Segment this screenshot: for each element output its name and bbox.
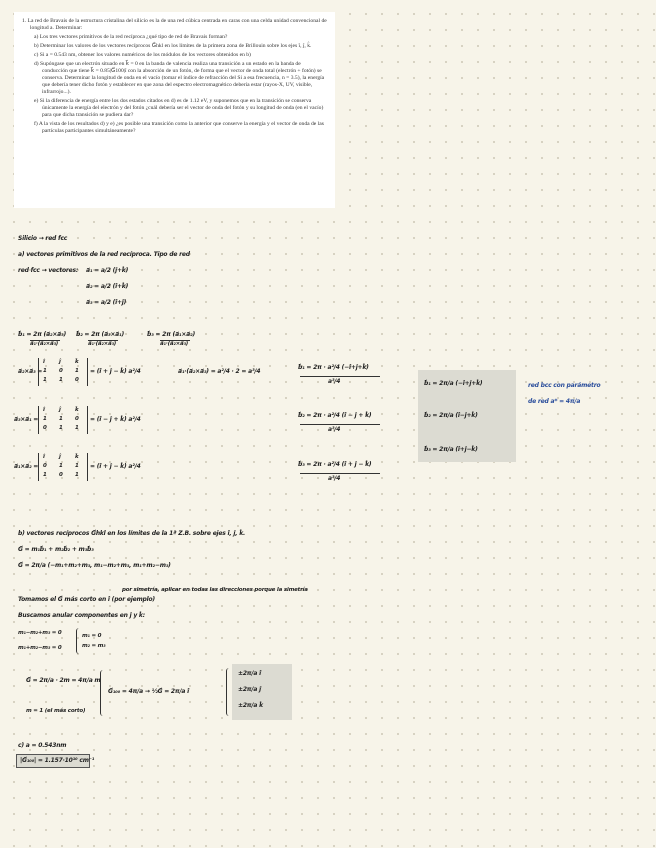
det1-e4: 0 xyxy=(59,368,63,374)
note-m-shortest: m = 1 (el más corto) xyxy=(26,708,86,714)
det1-e2: k̂ xyxy=(75,359,79,365)
det3-e5: 1 xyxy=(75,463,79,469)
note-triple-product: a⃗₁·(a⃗₂×a⃗₃) = a²/4 · 2 = a³/4 xyxy=(178,368,261,375)
problem-item-c: c) Si a = 0.543 nm, obtener los valores numéricos de los módulos de los vectores obtenidos en b) xyxy=(34,51,251,58)
note-b2-den: a⃗₁·(a⃗₂×a⃗₃) xyxy=(88,341,117,347)
det1-e6: 1 xyxy=(43,377,47,383)
det1-e8: 0 xyxy=(75,377,79,383)
det2-e5: 0 xyxy=(75,416,79,422)
det2-e2: k̂ xyxy=(75,407,79,413)
note-m1-zero: m₁ = 0 xyxy=(82,633,102,639)
problem-intro: 1. La red de Bravais de la estructura cristalina del silicio es la de una red cúbica centrada en caras con una celda unidad convencional de longitud a. Determinar: xyxy=(22,18,327,32)
note-zb-i: ±2π/a î xyxy=(238,670,261,677)
det3-e4: 1 xyxy=(59,463,63,469)
det2-e6: 0 xyxy=(43,425,47,431)
note-part-a-heading: a) vectores primitivos de la red recíproca. Tipo de red xyxy=(18,251,190,258)
note-b3-final: b⃗₃ = 2π/a (î+ĵ−k̂) xyxy=(424,446,478,453)
note-cross2-result: = (î − ĵ + k̂) a²/4 xyxy=(90,416,141,423)
det2-e3: 1 xyxy=(43,416,47,422)
fraction-line xyxy=(300,376,380,377)
note-b1-den: a⃗₁·(a⃗₂×a⃗₃) xyxy=(30,341,59,347)
note-shortest-g: Tomamos el G⃗ más corto en î (por ejemplo) xyxy=(18,596,155,603)
problem-item-e: e) Si la diferencia de energía entre los dos estados citados en d) es de 1.12 eV, y suponemos que en la transición se conserva únicamente la energía del electrón y del fotón ¿cuál debería ser el vector de onda del fotón y su longitud de onda (en el vacío) para que dicha transición se pudiera dar? xyxy=(34,98,324,119)
fraction-line xyxy=(300,424,380,425)
system-brace xyxy=(76,628,81,654)
note-zb-j: ±2π/a ĵ xyxy=(238,686,261,693)
det2-e8: 1 xyxy=(75,425,79,431)
fraction-line xyxy=(300,473,380,474)
det2-e1: ĵ xyxy=(59,407,61,413)
note-cross2-label: a⃗₃×a⃗₁ = xyxy=(14,416,39,423)
note-g100: G⃗₁₀₀ = 4π/a → ½G⃗ = 2π/a î xyxy=(108,688,190,695)
note-eq2: m₁+m₂−m₃ = 0 xyxy=(18,645,62,651)
note-b2-expr-den: a³/4 xyxy=(328,426,341,433)
note-m2-eq-m3: m₂ = m₃ xyxy=(82,643,106,649)
det3-e0: î xyxy=(43,454,45,460)
problem-item-d: d) Supóngase que un electrón situado en k⃗ = 0 en la banda de valencia realiza una transición a un estado en la banda de conducción que tiene k⃗ = 0.85|G⃗100|î con la absorción de un fotón, de forma que el vector de onda total (electrón + fotón) se conserva. Determinar la longitud de onda en el vacío (tomar el índice de refracción del Si a esa frecuencia, n = 3.5), la energía que debería tener dicho fotón y establecer en que zona del espectro electromagnético debería estar (rayos-X, UV, visible, infrarrojo...). xyxy=(34,60,325,96)
note-cancel-components: Buscamos anular componentes en ĵ y k̂: xyxy=(18,612,145,619)
det3-e7: 0 xyxy=(59,472,63,478)
note-b3-expr: b⃗₃ = 2π · a²/4 (î + ĵ − k̂) xyxy=(298,461,372,468)
det1-e1: ĵ xyxy=(59,359,61,365)
problem-item-a: a) Los tres vectores primitivos de la red recíproca ¿qué tipo de red de Bravais forman? xyxy=(34,34,228,41)
det1-e3: 1 xyxy=(43,368,47,374)
note-silicio-fcc: Silicio → red fcc xyxy=(18,235,68,242)
note-fcc-vectors-label: red fcc → vectores: xyxy=(18,267,79,274)
problem-item-b: b) Determinar los valores de los vectores recíprocos G⃗hkl en los límites de la primera zona de Brillouin sobre los ejes î, ĵ, k̂. xyxy=(34,43,312,50)
note-symmetry-aside: por simetría, aplicar en todas las direcciones porque la simetría xyxy=(122,587,308,593)
note-b3-def: b⃗₃ = 2π (a⃗₁×a⃗₂) xyxy=(147,331,196,338)
note-eq1: m₁−m₂+m₃ = 0 xyxy=(18,630,62,636)
note-part-c-heading: c) a = 0.543nm xyxy=(18,742,67,749)
note-b1-expr-den: a³/4 xyxy=(328,378,341,385)
note-b2-def: b⃗₂ = 2π (a⃗₃×a⃗₁) xyxy=(76,331,125,338)
note-b2-expr: b⃗₂ = 2π · a²/4 (î − ĵ + k̂) xyxy=(298,412,372,419)
det1-e5: 1 xyxy=(75,368,79,374)
result-brace xyxy=(100,670,105,716)
note-g-sum: G⃗ = m₁b⃗₁ + m₂b⃗₂ + m₃b⃗₃ xyxy=(18,546,94,553)
note-g-magnitude: G⃗ = 2π/a · 2m = 4π/a m xyxy=(26,677,101,684)
det2-e7: 1 xyxy=(59,425,63,431)
note-cross1-result: = (î + ĵ − k̂) a²/4 xyxy=(90,368,141,375)
det3-e8: 1 xyxy=(75,472,79,478)
det1-e7: 1 xyxy=(59,377,63,383)
note-a3: a⃗₃ = a/2 (î+ĵ) xyxy=(86,299,127,306)
note-cross3-label: a⃗₁×a⃗₂ = xyxy=(14,463,39,470)
note-b3-expr-den: a³/4 xyxy=(328,475,341,482)
det2-e0: î xyxy=(43,407,45,413)
note-g100-value: |G⃗₁₀₀| = 1.157·10¹⁰ cm⁻¹ xyxy=(20,757,95,764)
det3-e1: ĵ xyxy=(59,454,61,460)
det3-e6: 1 xyxy=(43,472,47,478)
note-bcc-parameter: de red a* = 4π/a xyxy=(528,398,581,405)
problem-statement xyxy=(14,12,335,208)
note-b2-final: b⃗₂ = 2π/a (î−ĵ+k̂) xyxy=(424,412,478,419)
note-b1-def: b⃗₁ = 2π (a⃗₂×a⃗₃) xyxy=(18,331,67,338)
note-zb-k: ±2π/a k̂ xyxy=(238,702,263,709)
det3-e2: k̂ xyxy=(75,454,79,460)
note-part-b-heading: b) vectores recíprocos G⃗hkl en los límites de la 1ª Z.B. sobre ejes î, ĵ, k̂. xyxy=(18,530,246,537)
note-cross1-label: a⃗₂×a⃗₃ = xyxy=(18,368,43,375)
note-b3-den: a⃗₁·(a⃗₂×a⃗₃) xyxy=(160,341,189,347)
note-b1-expr: b⃗₁ = 2π · a²/4 (−î+ĵ+k̂) xyxy=(298,364,369,371)
note-b1-final: b⃗₁ = 2π/a (−î+ĵ+k̂) xyxy=(424,380,483,387)
det3-e3: 0 xyxy=(43,463,47,469)
det1-e0: î xyxy=(43,359,45,365)
result-brace xyxy=(226,668,231,716)
note-a1: a⃗₁ = a/2 (ĵ+k̂) xyxy=(86,267,129,274)
note-a2: a⃗₂ = a/2 (î+k̂) xyxy=(86,283,129,290)
note-g-components: G⃗ = 2π/a (−m₁+m₂+m₃, m₁−m₂+m₃, m₁+m₂−m₃) xyxy=(18,562,171,569)
note-bcc-conclusion: red bcc con parámetro xyxy=(528,382,601,389)
note-cross3-result: = (î + ĵ − k̂) a²/4 xyxy=(90,463,141,470)
problem-item-f: f) A la vista de los resultados d) y e) ¿es posible una transición como la anterior que conserve la energía y el vector de onda de las partículas participantes simultáneamente? xyxy=(34,121,324,135)
det2-e4: 1 xyxy=(59,416,63,422)
